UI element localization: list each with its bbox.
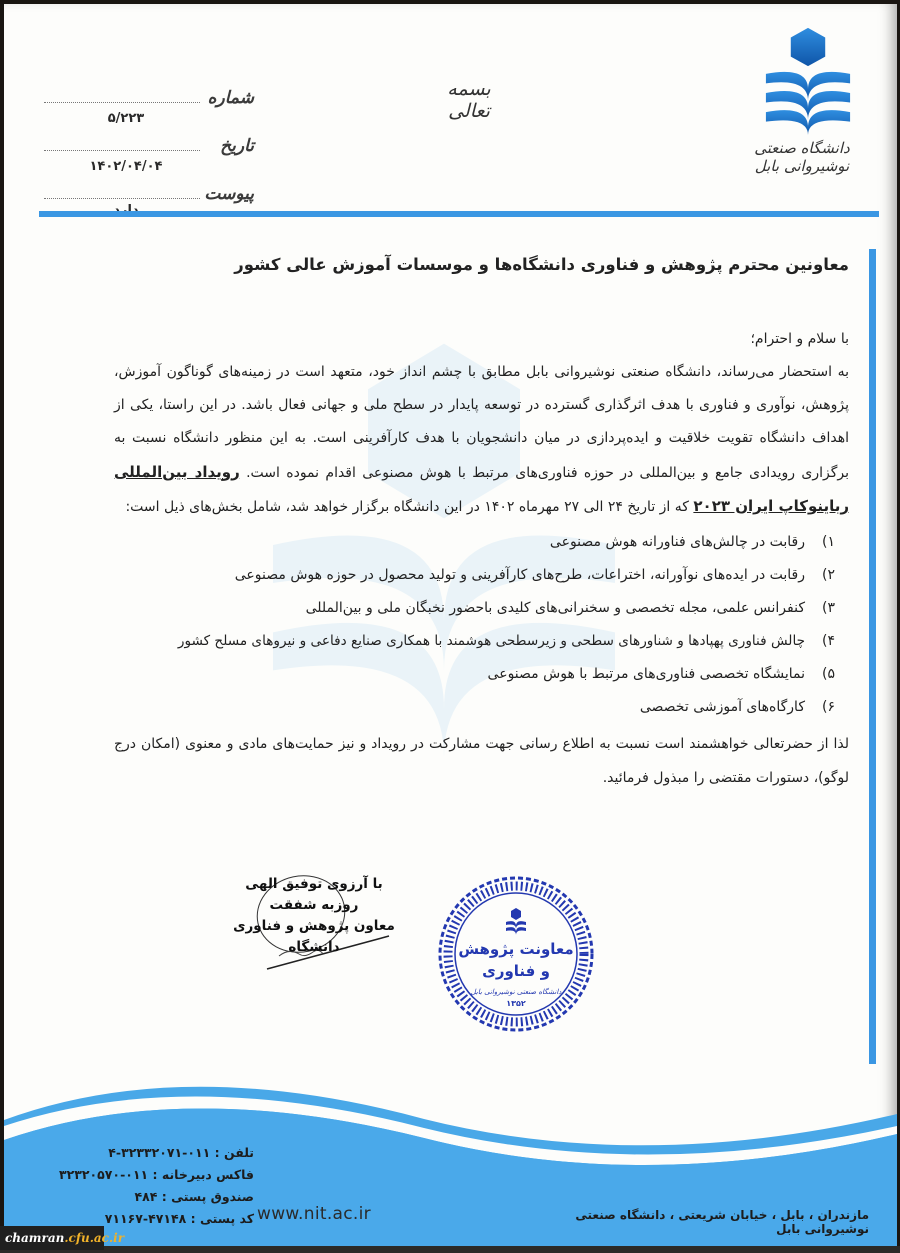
svg-text:۱۳۵۲: ۱۳۵۲ <box>506 999 526 1008</box>
list-number: ۶) <box>822 699 835 716</box>
fax-value: ۰۱۱-۳۲۳۲۰۵۷۰ <box>59 1167 149 1182</box>
signature-wish: با آرزوی توفیق الهی <box>245 876 383 892</box>
postal-code-value: ۴۷۱۴۸-۷۱۱۶۷ <box>104 1211 187 1226</box>
postal-code-label: کد پستی <box>199 1211 254 1226</box>
closing-paragraph: لذا از حضرتعالی خواهشمند است نسبت به اطلاع رسانی جهت مشارکت در رویداد و نیز حمایت‌های مادی و معنوی (امکان درج لوگو)، دستورات مقتضی را مبذول فرمائید. <box>114 736 849 786</box>
meta-date-label: تاریخ <box>220 136 254 156</box>
svg-text:و فناوری: و فناوری <box>482 962 550 980</box>
po-box-label: صندوق پستی <box>171 1189 254 1204</box>
meta-date-value: ۱۴۰۲/۰۴/۰۴ <box>89 159 163 174</box>
contact-info <box>44 1142 254 1230</box>
list-item <box>114 559 835 592</box>
dotted-line <box>44 198 200 199</box>
list-text: نمایشگاه تخصصی فناوری‌های مرتبط با هوش مصنوعی <box>487 666 805 683</box>
official-seal-icon <box>434 872 599 1037</box>
postal-address: مازندران ، بابل ، خیابان شریعتی ، دانشگاه صنعتی نوشیروانی بابل <box>575 1208 869 1236</box>
side-accent-bar <box>869 249 876 1064</box>
po-box-value: ۴۸۴ <box>134 1189 158 1204</box>
list-item <box>114 658 835 691</box>
university-logo-icon <box>760 26 856 136</box>
addressee: معاونین محترم پژوهش و فناوری دانشگاه‌ها و موسسات آموزش عالی کشور <box>234 255 849 274</box>
phone-label: تلفن <box>223 1145 254 1160</box>
signer-title: معاون پژوهش و فناوری دانشگاه <box>233 918 395 955</box>
fax-label: فاکس دبیرخانه <box>161 1167 254 1182</box>
header-divider <box>39 211 879 217</box>
list-number: ۱) <box>822 534 835 551</box>
list-text: چالش فناوری پهپادها و شناورهای سطحی و زیرسطحی هوشمند با همکاری صنایع دفاعی و نیروهای مسلح کشور <box>177 633 805 650</box>
list-item <box>114 526 835 559</box>
meta-number-label: شماره <box>207 88 254 108</box>
greeting: با سلام و احترام؛ <box>750 331 849 347</box>
credit-main: chamran <box>5 1231 65 1245</box>
list-text: رقابت در چالش‌های فناورانه هوش مصنوعی <box>549 534 805 551</box>
meta-number-row <box>44 82 254 108</box>
credit-domain: .cfu.ac.ir <box>64 1231 125 1245</box>
list-text: کنفرانس علمی، مجله تخصصی و سخنرانی‌های کلیدی باحضور نخبگان ملی و بین‌المللی <box>305 600 805 617</box>
phone-row: تلفن : ۰۱۱-۳۲۳۳۲۰۷۱-۴ <box>108 1145 254 1160</box>
dotted-line <box>44 150 200 151</box>
svg-text:دانشگاه صنعتی نوشیروانی بابل: دانشگاه صنعتی نوشیروانی بابل <box>470 988 562 996</box>
intro-paragraph <box>114 356 849 524</box>
fax-row: فاکس دبیرخانه : ۰۱۱-۳۲۳۲۰۵۷۰ <box>59 1167 254 1182</box>
event-details: که از تاریخ ۲۴ الی ۲۷ مهرماه ۱۴۰۲ در این دانشگاه برگزار خواهد شد، شامل بخش‌های ذیل است: <box>125 498 689 515</box>
list-item <box>114 592 835 625</box>
list-number: ۳) <box>822 600 835 617</box>
university-name: دانشگاه صنعتی نوشیروانی بابل <box>754 139 850 175</box>
sections-list <box>114 526 849 724</box>
meta-date-row <box>44 130 254 156</box>
po-box-row: صندوق پستی : ۴۸۴ <box>134 1189 254 1204</box>
list-text: رقابت در ایده‌های نوآورانه، اختراعات، طرح‌های کارآفرینی و تولید محصول در حوزه هوش مصنوعی <box>234 567 805 584</box>
meta-attachment-label: پیوست <box>204 184 254 204</box>
dotted-line <box>44 102 200 103</box>
letter-meta <box>44 82 254 222</box>
bismillah-heading: بسمه تعالی <box>447 78 491 122</box>
list-number: ۴) <box>822 633 835 650</box>
phone-value: ۰۱۱-۳۲۳۳۲۰۷۱-۴ <box>108 1145 211 1160</box>
letter-page <box>4 4 897 1250</box>
list-item <box>114 691 835 724</box>
meta-number-value: ۵/۲۲۳ <box>107 111 145 126</box>
source-credit-badge[interactable] <box>0 1226 125 1250</box>
list-item <box>114 625 835 658</box>
event-name: رویداد بین‌المللی رباینوکاپ ایران ۲۰۲۳ <box>114 462 849 515</box>
postal-code-row: کد پستی : ۴۷۱۴۸-۷۱۱۶۷ <box>104 1211 254 1226</box>
signature-block <box>219 874 409 958</box>
letter-body <box>114 244 849 795</box>
list-text: کارگاه‌های آموزشی تخصصی <box>639 699 805 716</box>
signer-name: روزبه شفقت <box>269 897 359 913</box>
list-number: ۲) <box>822 567 835 584</box>
website-link[interactable]: www.nit.ac.ir <box>257 1204 371 1224</box>
svg-text:معاونت پژوهش: معاونت پژوهش <box>458 940 574 958</box>
scan-edge <box>0 1246 900 1253</box>
intro-text: به استحضار می‌رساند، دانشگاه صنعتی نوشیروانی بابل مطابق با چشم انداز خود، متعهد است در زمینه‌های گوناگون آموزش، پژوهش، نوآوری و فناوری با هدف اثرگذاری گسترده در توسعه پایدار در سطح ملی و جهانی فعال باشد. در این راستا، یکی از اهداف دانشگاه تقویت خلاقیت و ایده‌پردازی در میان دانشجویان با هدف کارآفرینی است. به این منظور دانشگاه نسبت به برگزاری رویدادی جامع و بین‌المللی در حوزه فناوری‌های مرتبط با هوش مصنوعی اقدام نموده است. <box>114 364 850 481</box>
list-number: ۵) <box>822 666 835 683</box>
